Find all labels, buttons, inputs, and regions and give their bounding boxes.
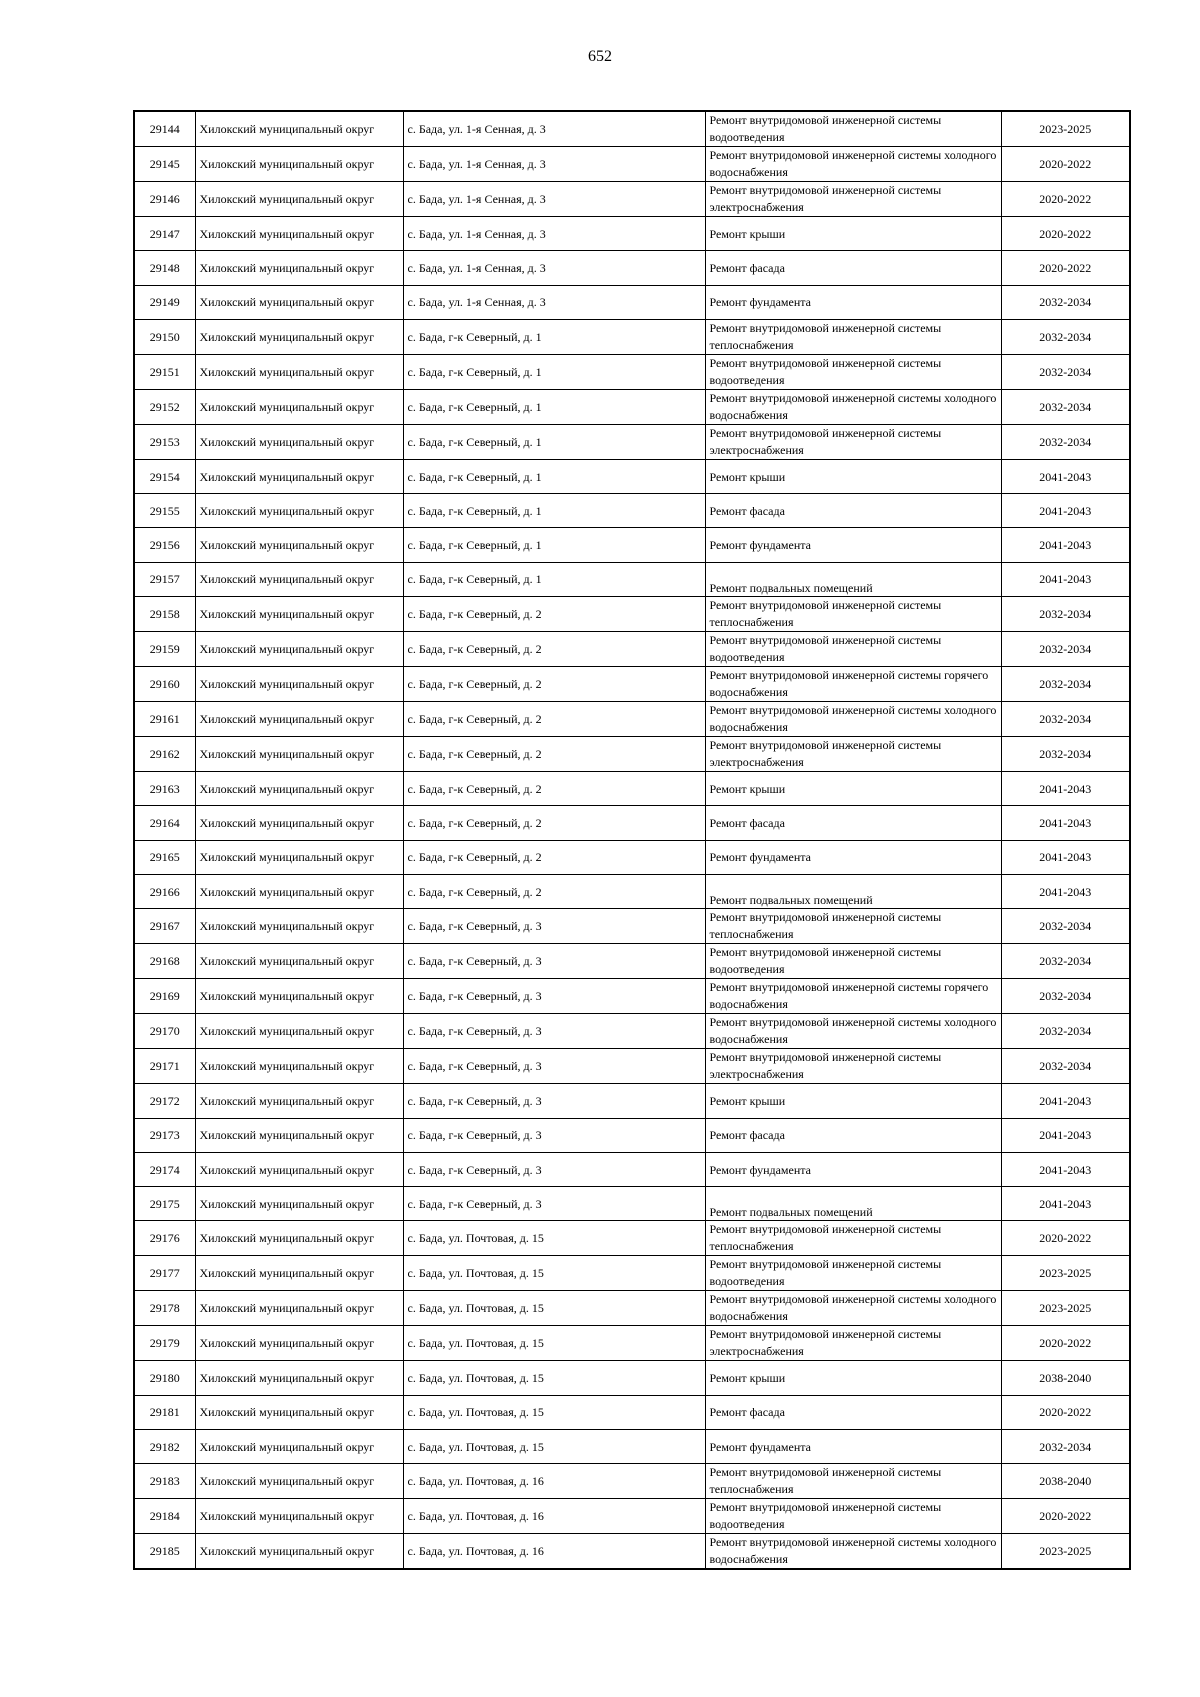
address-cell: с. Бада, ул. Почтовая, д. 16 xyxy=(403,1499,705,1534)
row-number-cell: 29183 xyxy=(134,1464,195,1499)
table-row xyxy=(134,1152,1130,1186)
period-cell: 2041-2043 xyxy=(1001,840,1130,874)
period-cell: 2032-2034 xyxy=(1001,597,1130,632)
address-cell: с. Бада, ул. Почтовая, д. 15 xyxy=(403,1430,705,1464)
table-row xyxy=(134,217,1130,251)
table-row xyxy=(134,562,1130,596)
table-row xyxy=(134,111,1130,147)
work-type-cell: Ремонт внутридомовой инженерной системы теплоснабжения xyxy=(705,319,1001,354)
district-cell: Хилокский муниципальный округ xyxy=(195,1534,403,1570)
work-type-cell: Ремонт внутридомовой инженерной системы горячего водоснабжения xyxy=(705,979,1001,1014)
district-cell: Хилокский муниципальный округ xyxy=(195,632,403,667)
period-cell: 2038-2040 xyxy=(1001,1464,1130,1499)
district-cell: Хилокский муниципальный округ xyxy=(195,1014,403,1049)
row-number-cell: 29179 xyxy=(134,1326,195,1361)
district-cell: Хилокский муниципальный округ xyxy=(195,562,403,596)
row-number-cell: 29158 xyxy=(134,597,195,632)
work-type-cell: Ремонт фасада xyxy=(705,1118,1001,1152)
table-row xyxy=(134,459,1130,493)
period-cell: 2032-2034 xyxy=(1001,737,1130,772)
row-number-cell: 29162 xyxy=(134,737,195,772)
period-cell: 2020-2022 xyxy=(1001,1395,1130,1429)
work-type-cell: Ремонт внутридомовой инженерной системы холодного водоснабжения xyxy=(705,147,1001,182)
district-cell: Хилокский муниципальный округ xyxy=(195,111,403,147)
period-cell: 2032-2034 xyxy=(1001,702,1130,737)
period-cell: 2032-2034 xyxy=(1001,944,1130,979)
work-type-cell: Ремонт фасада xyxy=(705,251,1001,285)
address-cell: с. Бада, г-к Северный, д. 3 xyxy=(403,1049,705,1084)
table-row xyxy=(134,1499,1130,1534)
address-cell: с. Бада, ул. Почтовая, д. 15 xyxy=(403,1395,705,1429)
work-type-cell: Ремонт крыши xyxy=(705,459,1001,493)
district-cell: Хилокский муниципальный округ xyxy=(195,459,403,493)
period-cell: 2020-2022 xyxy=(1001,182,1130,217)
district-cell: Хилокский муниципальный округ xyxy=(195,1084,403,1118)
address-cell: с. Бада, г-к Северный, д. 3 xyxy=(403,1014,705,1049)
address-cell: с. Бада, г-к Северный, д. 2 xyxy=(403,667,705,702)
work-type-cell: Ремонт внутридомовой инженерной системы водоотведения xyxy=(705,354,1001,389)
table-row xyxy=(134,319,1130,354)
address-cell: с. Бада, г-к Северный, д. 1 xyxy=(403,528,705,562)
row-number-cell: 29151 xyxy=(134,354,195,389)
table-row xyxy=(134,1464,1130,1499)
address-cell: с. Бада, ул. 1-я Сенная, д. 3 xyxy=(403,182,705,217)
work-type-cell: Ремонт внутридомовой инженерной системы горячего водоснабжения xyxy=(705,667,1001,702)
work-type-cell: Ремонт крыши xyxy=(705,1361,1001,1395)
address-cell: с. Бада, г-к Северный, д. 3 xyxy=(403,944,705,979)
row-number-cell: 29181 xyxy=(134,1395,195,1429)
address-cell: с. Бада, г-к Северный, д. 3 xyxy=(403,1187,705,1221)
district-cell: Хилокский муниципальный округ xyxy=(195,772,403,806)
page-number: 652 xyxy=(588,48,612,65)
work-type-cell: Ремонт внутридомовой инженерной системы электроснабжения xyxy=(705,737,1001,772)
period-cell: 2032-2034 xyxy=(1001,1049,1130,1084)
work-type-cell: Ремонт подвальных помещений xyxy=(705,562,1001,596)
row-number-cell: 29159 xyxy=(134,632,195,667)
district-cell: Хилокский муниципальный округ xyxy=(195,319,403,354)
period-cell: 2023-2025 xyxy=(1001,1256,1130,1291)
row-number-cell: 29176 xyxy=(134,1221,195,1256)
row-number-cell: 29150 xyxy=(134,319,195,354)
table-row xyxy=(134,1084,1130,1118)
period-cell: 2041-2043 xyxy=(1001,772,1130,806)
work-type-cell: Ремонт фасада xyxy=(705,494,1001,528)
row-number-cell: 29161 xyxy=(134,702,195,737)
work-type-cell: Ремонт внутридомовой инженерной системы водоотведения xyxy=(705,944,1001,979)
district-cell: Хилокский муниципальный округ xyxy=(195,354,403,389)
address-cell: с. Бада, г-к Северный, д. 1 xyxy=(403,319,705,354)
work-type-cell: Ремонт крыши xyxy=(705,1084,1001,1118)
row-number-cell: 29166 xyxy=(134,874,195,908)
address-cell: с. Бада, ул. 1-я Сенная, д. 3 xyxy=(403,285,705,319)
period-cell: 2041-2043 xyxy=(1001,494,1130,528)
table-row xyxy=(134,528,1130,562)
district-cell: Хилокский муниципальный округ xyxy=(195,944,403,979)
period-cell: 2032-2034 xyxy=(1001,909,1130,944)
work-type-cell: Ремонт внутридомовой инженерной системы теплоснабжения xyxy=(705,1221,1001,1256)
address-cell: с. Бада, г-к Северный, д. 2 xyxy=(403,702,705,737)
row-number-cell: 29167 xyxy=(134,909,195,944)
work-type-cell: Ремонт фундамента xyxy=(705,285,1001,319)
row-number-cell: 29148 xyxy=(134,251,195,285)
row-number-cell: 29175 xyxy=(134,1187,195,1221)
row-number-cell: 29156 xyxy=(134,528,195,562)
district-cell: Хилокский муниципальный округ xyxy=(195,217,403,251)
row-number-cell: 29154 xyxy=(134,459,195,493)
address-cell: с. Бада, г-к Северный, д. 1 xyxy=(403,562,705,596)
address-cell: с. Бада, ул. Почтовая, д. 15 xyxy=(403,1326,705,1361)
address-cell: с. Бада, г-к Северный, д. 1 xyxy=(403,389,705,424)
row-number-cell: 29171 xyxy=(134,1049,195,1084)
address-cell: с. Бада, г-к Северный, д. 1 xyxy=(403,354,705,389)
work-type-cell: Ремонт внутридомовой инженерной системы электроснабжения xyxy=(705,1049,1001,1084)
row-number-cell: 29153 xyxy=(134,424,195,459)
row-number-cell: 29185 xyxy=(134,1534,195,1570)
address-cell: с. Бада, г-к Северный, д. 3 xyxy=(403,1118,705,1152)
district-cell: Хилокский муниципальный округ xyxy=(195,909,403,944)
row-number-cell: 29180 xyxy=(134,1361,195,1395)
row-number-cell: 29155 xyxy=(134,494,195,528)
address-cell: с. Бада, г-к Северный, д. 2 xyxy=(403,737,705,772)
period-cell: 2032-2034 xyxy=(1001,354,1130,389)
table-row xyxy=(134,182,1130,217)
work-type-cell: Ремонт внутридомовой инженерной системы водоотведения xyxy=(705,111,1001,147)
period-cell: 2020-2022 xyxy=(1001,1221,1130,1256)
row-number-cell: 29174 xyxy=(134,1152,195,1186)
period-cell: 2041-2043 xyxy=(1001,562,1130,596)
period-cell: 2020-2022 xyxy=(1001,147,1130,182)
work-type-cell: Ремонт крыши xyxy=(705,217,1001,251)
work-type-cell: Ремонт внутридомовой инженерной системы холодного водоснабжения xyxy=(705,702,1001,737)
period-cell: 2041-2043 xyxy=(1001,1187,1130,1221)
work-type-cell: Ремонт внутридомовой инженерной системы холодного водоснабжения xyxy=(705,389,1001,424)
row-number-cell: 29144 xyxy=(134,111,195,147)
table-row xyxy=(134,1221,1130,1256)
district-cell: Хилокский муниципальный округ xyxy=(195,702,403,737)
row-number-cell: 29170 xyxy=(134,1014,195,1049)
district-cell: Хилокский муниципальный округ xyxy=(195,840,403,874)
row-number-cell: 29173 xyxy=(134,1118,195,1152)
district-cell: Хилокский муниципальный округ xyxy=(195,806,403,840)
period-cell: 2032-2034 xyxy=(1001,667,1130,702)
table-row xyxy=(134,874,1130,908)
table-row xyxy=(134,1118,1130,1152)
district-cell: Хилокский муниципальный округ xyxy=(195,1430,403,1464)
table-row xyxy=(134,597,1130,632)
table-row xyxy=(134,1534,1130,1570)
work-type-cell: Ремонт внутридомовой инженерной системы теплоснабжения xyxy=(705,909,1001,944)
period-cell: 2020-2022 xyxy=(1001,1326,1130,1361)
address-cell: с. Бада, г-к Северный, д. 2 xyxy=(403,806,705,840)
row-number-cell: 29172 xyxy=(134,1084,195,1118)
address-cell: с. Бада, ул. Почтовая, д. 15 xyxy=(403,1291,705,1326)
row-number-cell: 29169 xyxy=(134,979,195,1014)
work-type-cell: Ремонт внутридомовой инженерной системы холодного водоснабжения xyxy=(705,1534,1001,1570)
address-cell: с. Бада, ул. 1-я Сенная, д. 3 xyxy=(403,111,705,147)
work-type-cell: Ремонт крыши xyxy=(705,772,1001,806)
table-row xyxy=(134,1430,1130,1464)
district-cell: Хилокский муниципальный округ xyxy=(195,1291,403,1326)
work-type-cell: Ремонт внутридомовой инженерной системы водоотведения xyxy=(705,632,1001,667)
address-cell: с. Бада, ул. 1-я Сенная, д. 3 xyxy=(403,147,705,182)
row-number-cell: 29157 xyxy=(134,562,195,596)
table-row xyxy=(134,1361,1130,1395)
table-row xyxy=(134,909,1130,944)
row-number-cell: 29168 xyxy=(134,944,195,979)
period-cell: 2041-2043 xyxy=(1001,1084,1130,1118)
district-cell: Хилокский муниципальный округ xyxy=(195,737,403,772)
district-cell: Хилокский муниципальный округ xyxy=(195,1118,403,1152)
district-cell: Хилокский муниципальный округ xyxy=(195,1256,403,1291)
district-cell: Хилокский муниципальный округ xyxy=(195,1221,403,1256)
table-row xyxy=(134,979,1130,1014)
address-cell: с. Бада, г-к Северный, д. 1 xyxy=(403,459,705,493)
period-cell: 2038-2040 xyxy=(1001,1361,1130,1395)
work-type-cell: Ремонт фундамента xyxy=(705,1430,1001,1464)
row-number-cell: 29145 xyxy=(134,147,195,182)
period-cell: 2032-2034 xyxy=(1001,285,1130,319)
address-cell: с. Бада, г-к Северный, д. 3 xyxy=(403,909,705,944)
period-cell: 2032-2034 xyxy=(1001,424,1130,459)
work-type-cell: Ремонт фундамента xyxy=(705,840,1001,874)
district-cell: Хилокский муниципальный округ xyxy=(195,1464,403,1499)
row-number-cell: 29160 xyxy=(134,667,195,702)
district-cell: Хилокский муниципальный округ xyxy=(195,285,403,319)
table-row xyxy=(134,354,1130,389)
district-cell: Хилокский муниципальный округ xyxy=(195,1049,403,1084)
period-cell: 2041-2043 xyxy=(1001,1152,1130,1186)
table-row xyxy=(134,494,1130,528)
district-cell: Хилокский муниципальный округ xyxy=(195,874,403,908)
table-row xyxy=(134,1049,1130,1084)
row-number-cell: 29177 xyxy=(134,1256,195,1291)
work-type-cell: Ремонт фасада xyxy=(705,806,1001,840)
table-row xyxy=(134,1014,1130,1049)
work-type-cell: Ремонт внутридомовой инженерной системы электроснабжения xyxy=(705,182,1001,217)
period-cell: 2023-2025 xyxy=(1001,1534,1130,1570)
row-number-cell: 29184 xyxy=(134,1499,195,1534)
period-cell: 2041-2043 xyxy=(1001,874,1130,908)
table-row xyxy=(134,1256,1130,1291)
table-row xyxy=(134,737,1130,772)
address-cell: с. Бада, г-к Северный, д. 1 xyxy=(403,494,705,528)
table-row xyxy=(134,1395,1130,1429)
period-cell: 2032-2034 xyxy=(1001,319,1130,354)
period-cell: 2023-2025 xyxy=(1001,1291,1130,1326)
period-cell: 2023-2025 xyxy=(1001,111,1130,147)
district-cell: Хилокский муниципальный округ xyxy=(195,1395,403,1429)
period-cell: 2041-2043 xyxy=(1001,806,1130,840)
row-number-cell: 29182 xyxy=(134,1430,195,1464)
row-number-cell: 29152 xyxy=(134,389,195,424)
row-number-cell: 29178 xyxy=(134,1291,195,1326)
period-cell: 2032-2034 xyxy=(1001,389,1130,424)
district-cell: Хилокский муниципальный округ xyxy=(195,251,403,285)
district-cell: Хилокский муниципальный округ xyxy=(195,424,403,459)
work-type-cell: Ремонт внутридомовой инженерной системы электроснабжения xyxy=(705,1326,1001,1361)
table-row xyxy=(134,251,1130,285)
district-cell: Хилокский муниципальный округ xyxy=(195,147,403,182)
row-number-cell: 29149 xyxy=(134,285,195,319)
work-type-cell: Ремонт подвальных помещений xyxy=(705,874,1001,908)
address-cell: с. Бада, г-к Северный, д. 2 xyxy=(403,772,705,806)
address-cell: с. Бада, ул. 1-я Сенная, д. 3 xyxy=(403,217,705,251)
row-number-cell: 29146 xyxy=(134,182,195,217)
address-cell: с. Бада, г-к Северный, д. 2 xyxy=(403,840,705,874)
work-type-cell: Ремонт фасада xyxy=(705,1395,1001,1429)
address-cell: с. Бада, ул. Почтовая, д. 15 xyxy=(403,1361,705,1395)
row-number-cell: 29165 xyxy=(134,840,195,874)
address-cell: с. Бада, ул. Почтовая, д. 15 xyxy=(403,1221,705,1256)
district-cell: Хилокский муниципальный округ xyxy=(195,182,403,217)
table-row xyxy=(134,1291,1130,1326)
period-cell: 2020-2022 xyxy=(1001,1499,1130,1534)
address-cell: с. Бада, г-к Северный, д. 3 xyxy=(403,1152,705,1186)
address-cell: с. Бада, ул. Почтовая, д. 15 xyxy=(403,1256,705,1291)
table-row xyxy=(134,1326,1130,1361)
table-row xyxy=(134,772,1130,806)
table-row xyxy=(134,702,1130,737)
district-cell: Хилокский муниципальный округ xyxy=(195,1326,403,1361)
district-cell: Хилокский муниципальный округ xyxy=(195,1187,403,1221)
period-cell: 2032-2034 xyxy=(1001,1430,1130,1464)
district-cell: Хилокский муниципальный округ xyxy=(195,979,403,1014)
address-cell: с. Бада, г-к Северный, д. 1 xyxy=(403,424,705,459)
district-cell: Хилокский муниципальный округ xyxy=(195,667,403,702)
table-row xyxy=(134,1187,1130,1221)
work-type-cell: Ремонт внутридомовой инженерной системы холодного водоснабжения xyxy=(705,1291,1001,1326)
district-cell: Хилокский муниципальный округ xyxy=(195,1152,403,1186)
period-cell: 2041-2043 xyxy=(1001,459,1130,493)
period-cell: 2041-2043 xyxy=(1001,1118,1130,1152)
table-row xyxy=(134,840,1130,874)
period-cell: 2020-2022 xyxy=(1001,217,1130,251)
address-cell: с. Бада, г-к Северный, д. 2 xyxy=(403,632,705,667)
period-cell: 2032-2034 xyxy=(1001,979,1130,1014)
period-cell: 2041-2043 xyxy=(1001,528,1130,562)
table-row xyxy=(134,389,1130,424)
address-cell: с. Бада, ул. Почтовая, д. 16 xyxy=(403,1534,705,1570)
district-cell: Хилокский муниципальный округ xyxy=(195,389,403,424)
table-row xyxy=(134,147,1130,182)
work-type-cell: Ремонт внутридомовой инженерной системы электроснабжения xyxy=(705,424,1001,459)
district-cell: Хилокский муниципальный округ xyxy=(195,1499,403,1534)
period-cell: 2032-2034 xyxy=(1001,632,1130,667)
address-cell: с. Бада, г-к Северный, д. 2 xyxy=(403,874,705,908)
district-cell: Хилокский муниципальный округ xyxy=(195,1361,403,1395)
work-type-cell: Ремонт внутридомовой инженерной системы водоотведения xyxy=(705,1499,1001,1534)
table-row xyxy=(134,806,1130,840)
work-type-cell: Ремонт внутридомовой инженерной системы теплоснабжения xyxy=(705,597,1001,632)
table-body xyxy=(134,111,1130,1569)
address-cell: с. Бада, г-к Северный, д. 3 xyxy=(403,1084,705,1118)
address-cell: с. Бада, г-к Северный, д. 2 xyxy=(403,597,705,632)
district-cell: Хилокский муниципальный округ xyxy=(195,494,403,528)
work-type-cell: Ремонт внутридомовой инженерной системы водоотведения xyxy=(705,1256,1001,1291)
period-cell: 2032-2034 xyxy=(1001,1014,1130,1049)
district-cell: Хилокский муниципальный округ xyxy=(195,597,403,632)
work-type-cell: Ремонт фундамента xyxy=(705,1152,1001,1186)
work-type-cell: Ремонт внутридомовой инженерной системы теплоснабжения xyxy=(705,1464,1001,1499)
address-cell: с. Бада, ул. Почтовая, д. 16 xyxy=(403,1464,705,1499)
row-number-cell: 29164 xyxy=(134,806,195,840)
district-cell: Хилокский муниципальный округ xyxy=(195,528,403,562)
address-cell: с. Бада, г-к Северный, д. 3 xyxy=(403,979,705,1014)
table-row xyxy=(134,667,1130,702)
work-type-cell: Ремонт подвальных помещений xyxy=(705,1187,1001,1221)
table-row xyxy=(134,944,1130,979)
repair-schedule-table xyxy=(133,110,1131,1570)
row-number-cell: 29147 xyxy=(134,217,195,251)
work-type-cell: Ремонт фундамента xyxy=(705,528,1001,562)
work-type-cell: Ремонт внутридомовой инженерной системы холодного водоснабжения xyxy=(705,1014,1001,1049)
table-row xyxy=(134,632,1130,667)
table-row xyxy=(134,424,1130,459)
address-cell: с. Бада, ул. 1-я Сенная, д. 3 xyxy=(403,251,705,285)
period-cell: 2020-2022 xyxy=(1001,251,1130,285)
row-number-cell: 29163 xyxy=(134,772,195,806)
table-row xyxy=(134,285,1130,319)
